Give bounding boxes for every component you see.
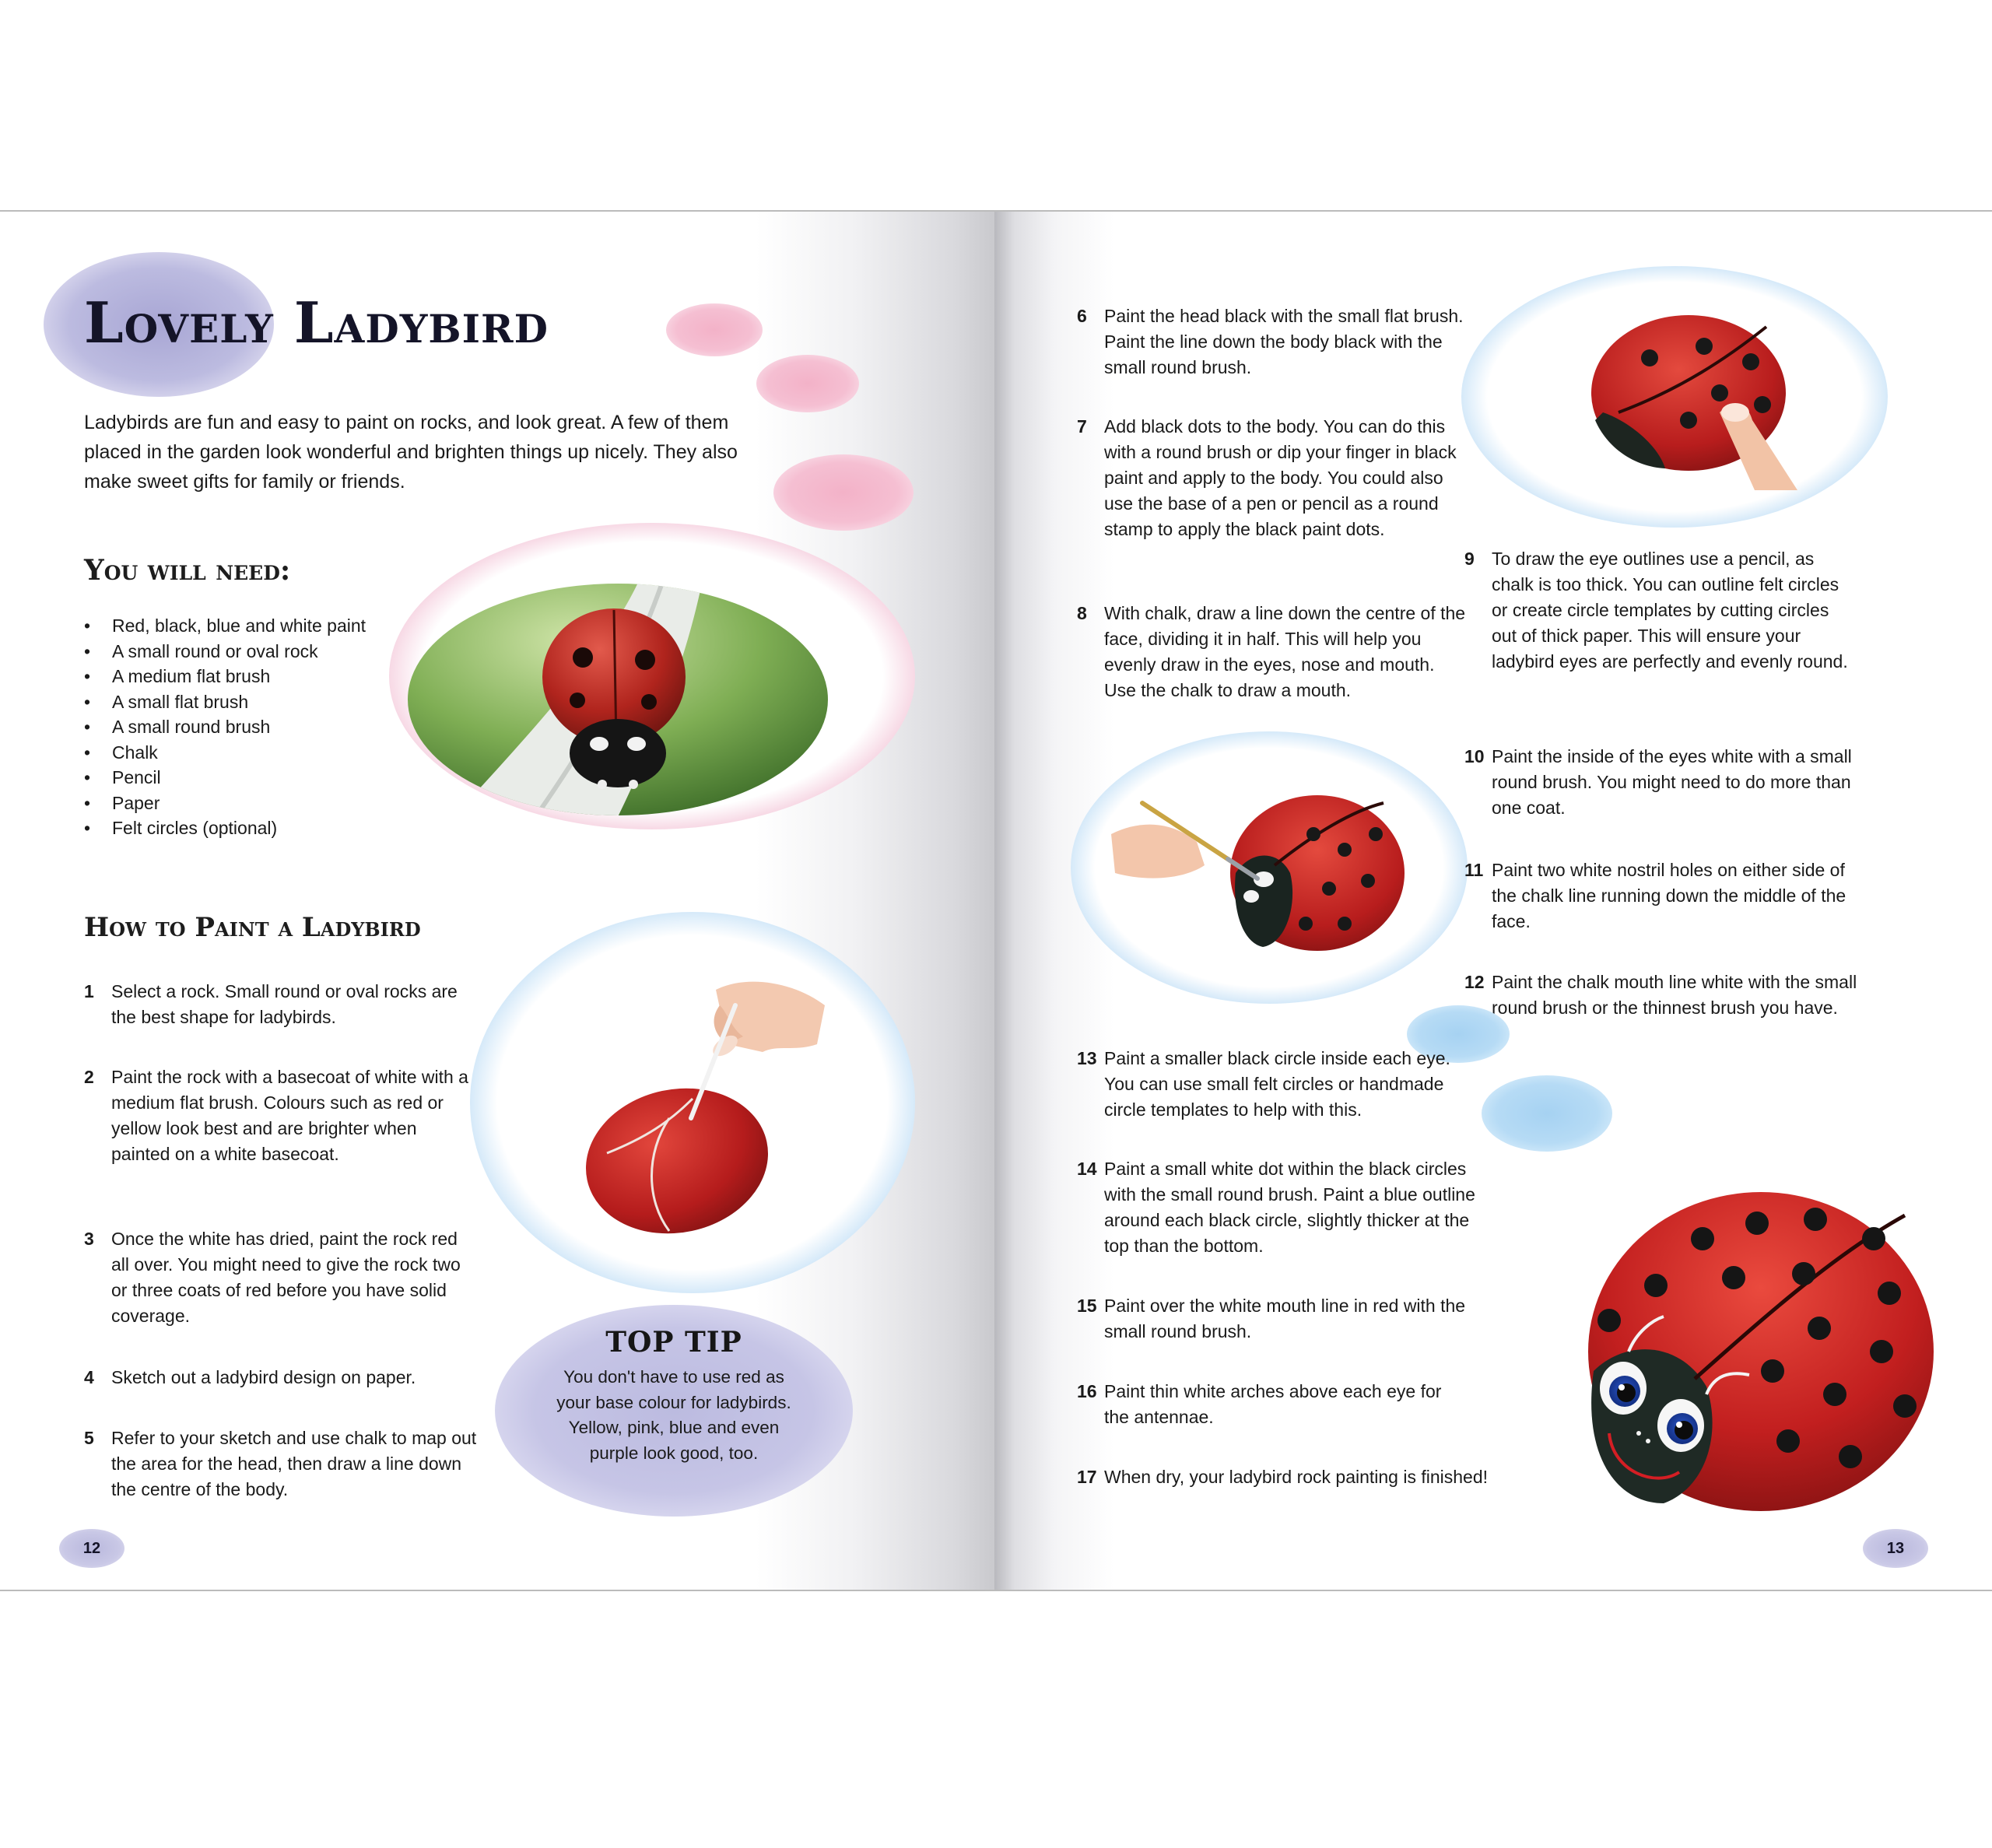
step-10 (1464, 744, 1857, 821)
step-text: Paint thin white arches above each eye for the antennae. (1104, 1381, 1442, 1427)
dotting-rock-illustration (1572, 303, 1805, 490)
step-text: Add black dots to the body. You can do this with a round brush or dip your finger in black paint and apply to the body. You could also use the base of a pen or pencil as a round stamp to apply the black paint dots. (1104, 416, 1457, 539)
step-text: Refer to your sketch and use chalk to map out the area for the head, then draw a line down the centre of the body. (111, 1428, 477, 1499)
decor-bubble (773, 454, 914, 531)
step-1 (84, 979, 477, 1030)
step-3 (84, 1226, 477, 1329)
step-text: With chalk, draw a line down the centre of the face, dividing it in half. This will help you evenly draw in the eyes, nose and mouth. Use the chalk to draw a mouth. (1104, 603, 1466, 700)
step-text: Sketch out a ladybird design on paper. (111, 1367, 416, 1387)
step-4 (84, 1365, 516, 1390)
list-item: • Felt circles (optional) (84, 815, 419, 841)
step-number: 6 (1077, 306, 1087, 326)
list-item: • A small flat brush (84, 689, 419, 715)
step-number: 15 (1077, 1296, 1097, 1316)
step-number: 7 (1077, 416, 1087, 437)
step-number: 3 (84, 1229, 94, 1249)
step-16 (1077, 1379, 1470, 1430)
step-text: Paint over the white mouth line in red with the small round brush. (1104, 1296, 1466, 1341)
step-7 (1077, 414, 1470, 542)
step-number: 12 (1464, 972, 1485, 992)
step-text: Paint a smaller black circle inside each eye. You can use small felt circles or handmade circle templates to help with this. (1104, 1048, 1450, 1120)
step-text: Paint the inside of the eyes white with a small round brush. You might need to do more than one coat. (1492, 746, 1852, 818)
step-9 (1464, 546, 1857, 675)
step-text: When dry, your ladybird rock painting is finished! (1104, 1467, 1489, 1487)
step-number: 2 (84, 1067, 94, 1087)
list-item: • A small round brush (84, 714, 419, 740)
top-tip-text: You don't have to use red as your base colour for ladybirds. Yellow, pink, blue and even purple look good, too. (556, 1367, 791, 1463)
page-number-right: 13 (1863, 1529, 1928, 1568)
decor-bubble (1482, 1075, 1612, 1152)
list-item: • A small round or oval rock (84, 639, 419, 665)
step-8 (1077, 601, 1470, 703)
you-will-need-heading: You will need: (84, 554, 291, 587)
list-item: • Paper (84, 791, 419, 816)
page-number-left: 12 (59, 1529, 124, 1568)
ladybird-photo (408, 584, 828, 815)
how-to-heading: How to Paint a Ladybird (84, 912, 421, 943)
step-12 (1464, 970, 1857, 1021)
step-number: 13 (1077, 1048, 1097, 1068)
materials-list (84, 613, 419, 841)
step-number: 8 (1077, 603, 1087, 623)
list-item: • Pencil (84, 765, 419, 791)
step-number: 10 (1464, 746, 1485, 766)
step-text: Paint two white nostril holes on either side of the chalk line running down the middle of the face. (1492, 860, 1846, 931)
step-number: 9 (1464, 549, 1475, 569)
step-text: Paint the head black with the small flat brush. Paint the line down the body black with the small round brush. (1104, 306, 1464, 377)
step-number: 5 (84, 1428, 94, 1448)
step-17 (1077, 1464, 1540, 1490)
step-text: Paint the rock with a basecoat of white with a medium flat brush. Colours such as red or yellow look best and are brighter when painted on a white basecoat. (111, 1067, 468, 1164)
step-14 (1077, 1156, 1493, 1259)
step-number: 11 (1464, 860, 1484, 880)
step-number: 16 (1077, 1381, 1097, 1401)
step-number: 17 (1077, 1467, 1097, 1487)
finished-ladybird-illustration (1539, 1184, 1944, 1527)
top-tip-title: TOP TIP (605, 1326, 742, 1359)
painting-rock-illustration (560, 959, 840, 1247)
step-text: Paint the chalk mouth line white with the small round brush or the thinnest brush you have. (1492, 972, 1857, 1018)
list-item: • A medium flat brush (84, 664, 419, 689)
step-13 (1077, 1046, 1470, 1123)
step-number: 1 (84, 981, 94, 1001)
step-5 (84, 1425, 477, 1503)
intro-paragraph: Ladybirds are fun and easy to paint on rocks, and look great. A few of them placed in the garden look wonderful and brighten things up nicely. They also make sweet gifts for family or friends. (84, 412, 738, 493)
step-number: 14 (1077, 1159, 1097, 1179)
step-text: Once the white has dried, paint the rock red all over. You might need to give the rock two or three coats of red before you have solid coverage. (111, 1229, 461, 1326)
step-11 (1464, 857, 1873, 935)
book-spread (0, 210, 1992, 1591)
step-text: Select a rock. Small round or oval rocks are the best shape for ladybirds. (111, 981, 458, 1027)
step-2 (84, 1064, 477, 1167)
decor-bubble (756, 355, 859, 412)
step-text: To draw the eye outlines use a pencil, as chalk is too thick. You can outline felt circles or create circle templates by cutting circles out of thick paper. This will ensure your ladybird eyes are perfectly and evenly round. (1492, 549, 1848, 672)
list-item: • Red, black, blue and white paint (84, 613, 419, 639)
step-text: Paint a small white dot within the black circles with the small round brush. Paint a blue outline around each black circle, slightly thicker at the top than the bottom. (1104, 1159, 1475, 1256)
page-title: Lovely Ladybird (84, 289, 549, 356)
step-6 (1077, 303, 1470, 380)
step-15 (1077, 1293, 1470, 1345)
painting-eyes-illustration (1111, 787, 1422, 959)
step-number: 4 (84, 1367, 94, 1387)
right-page (994, 212, 1992, 1590)
list-item: • Chalk (84, 740, 419, 766)
left-page (0, 212, 994, 1590)
decor-bubble (666, 303, 763, 356)
